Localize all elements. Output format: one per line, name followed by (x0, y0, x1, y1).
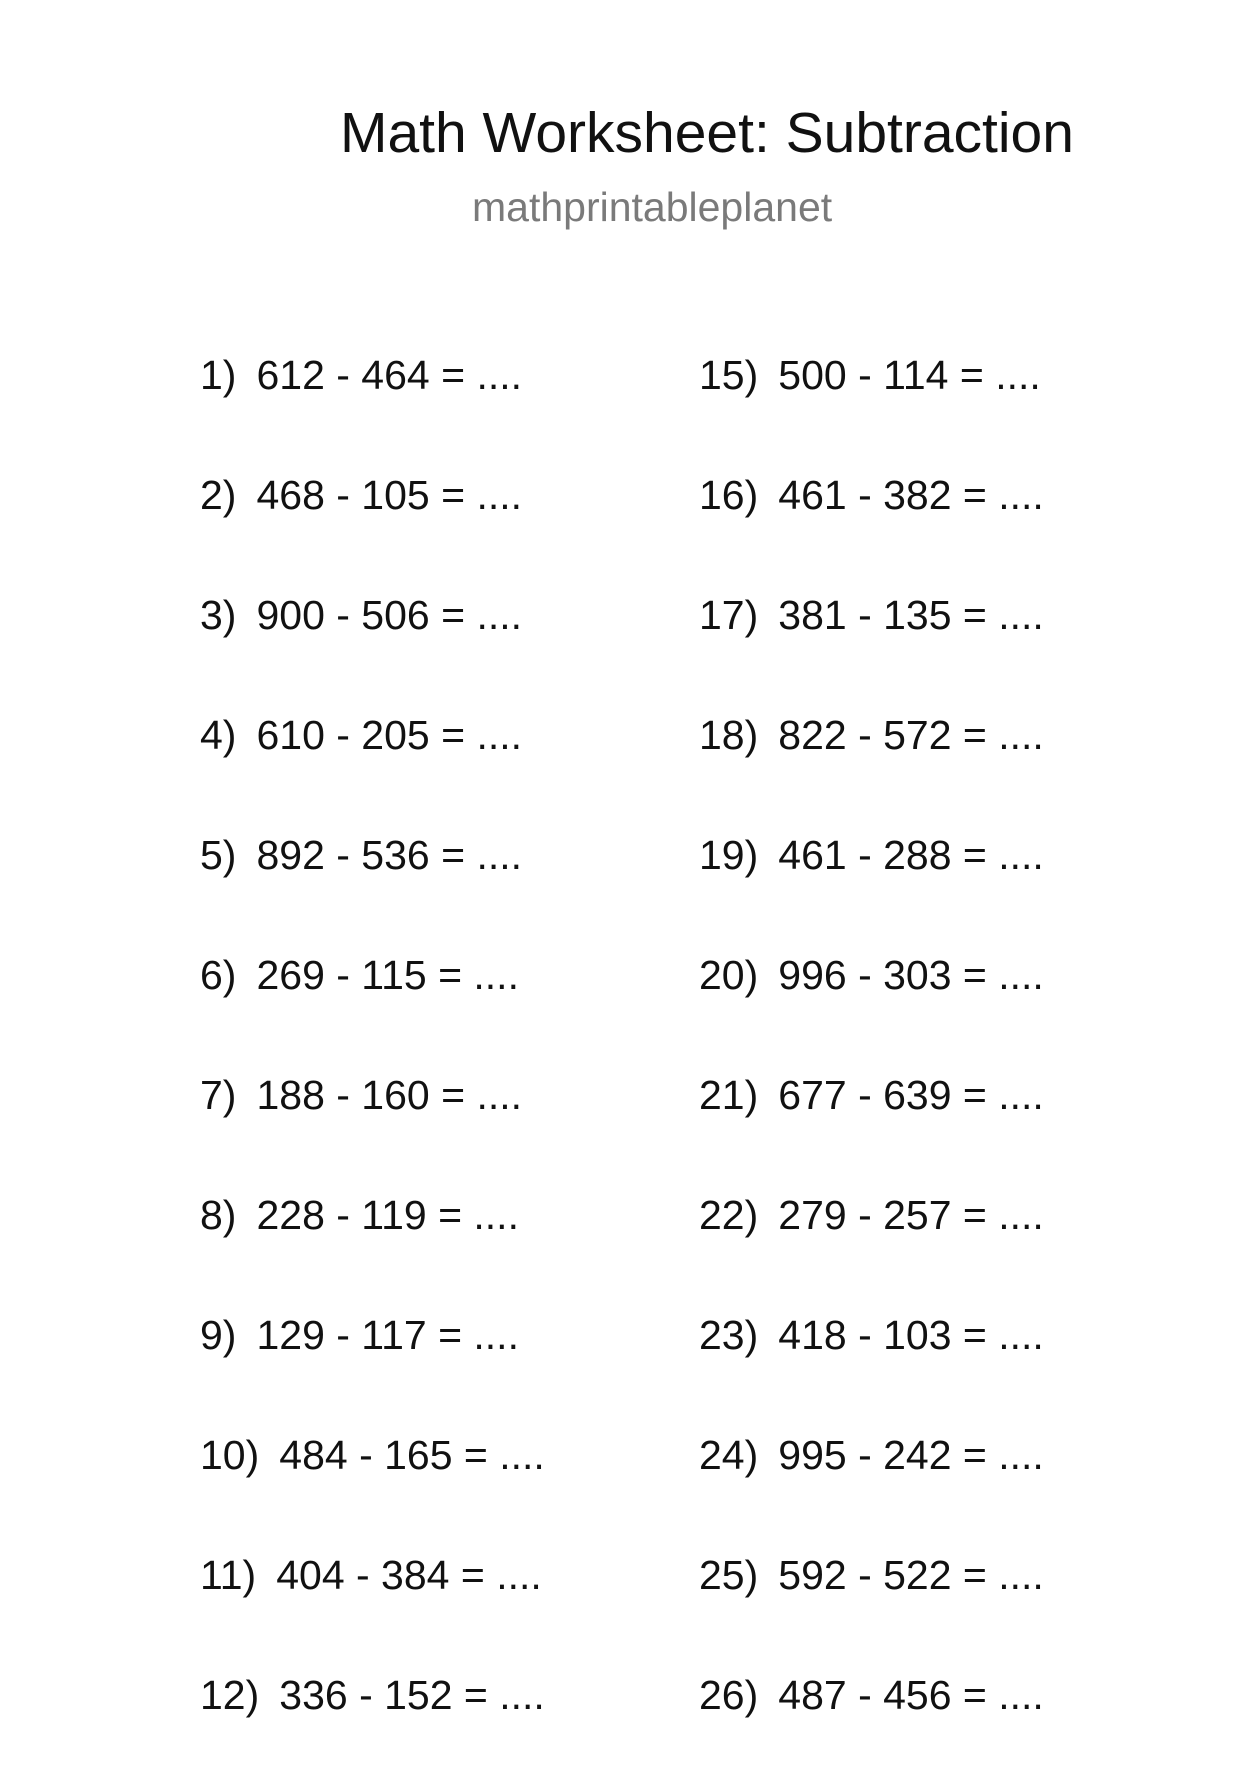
problem-6 (200, 950, 680, 1070)
problem-column-left (200, 350, 680, 1790)
problem-number: 20) (699, 952, 759, 998)
problem-19 (699, 830, 1179, 950)
problem-18 (699, 710, 1179, 830)
problem-23 (699, 1310, 1179, 1430)
problem-number: 19) (699, 832, 759, 878)
problem-expression: 484 - 165 = .... (279, 1432, 545, 1478)
problem-1 (200, 350, 680, 470)
problem-2 (200, 470, 680, 590)
problem-number: 24) (699, 1432, 759, 1478)
problem-number: 15) (699, 352, 759, 398)
problem-20 (699, 950, 1179, 1070)
problem-21 (699, 1070, 1179, 1190)
problem-expression: 995 - 242 = .... (778, 1432, 1044, 1478)
problem-number: 26) (699, 1672, 759, 1718)
problem-expression: 892 - 536 = .... (256, 832, 523, 878)
problem-number: 21) (699, 1072, 759, 1118)
problem-expression: 461 - 288 = .... (778, 832, 1044, 878)
problem-number: 22) (699, 1192, 759, 1238)
problem-expression: 487 - 456 = .... (778, 1672, 1044, 1718)
problem-12 (200, 1670, 680, 1790)
problem-15 (699, 350, 1179, 470)
problem-expression: 129 - 117 = .... (256, 1312, 519, 1358)
problem-8 (200, 1190, 680, 1310)
problem-expression: 461 - 382 = .... (778, 472, 1044, 518)
problem-number: 12) (200, 1672, 260, 1718)
problem-9 (200, 1310, 680, 1430)
problem-expression: 612 - 464 = .... (256, 352, 523, 398)
problem-number: 23) (699, 1312, 759, 1358)
problem-number: 5) (200, 832, 237, 878)
problem-number: 3) (200, 592, 237, 638)
problem-number: 6) (200, 952, 237, 998)
problem-number: 7) (200, 1072, 237, 1118)
problem-expression: 381 - 135 = .... (778, 592, 1044, 638)
problem-4 (200, 710, 680, 830)
problem-number: 2) (200, 472, 237, 518)
problem-25 (699, 1550, 1179, 1670)
problem-expression: 822 - 572 = .... (778, 712, 1044, 758)
problem-number: 9) (200, 1312, 237, 1358)
problem-expression: 404 - 384 = .... (276, 1552, 542, 1598)
problem-10 (200, 1430, 680, 1550)
problem-22 (699, 1190, 1179, 1310)
problem-number: 11) (200, 1552, 257, 1598)
problem-7 (200, 1070, 680, 1190)
problem-number: 25) (699, 1552, 759, 1598)
problem-11 (200, 1550, 680, 1670)
problem-expression: 677 - 639 = .... (778, 1072, 1044, 1118)
problem-number: 17) (699, 592, 759, 638)
problem-5 (200, 830, 680, 950)
problem-number: 4) (200, 712, 237, 758)
problem-17 (699, 590, 1179, 710)
problem-expression: 900 - 506 = .... (256, 592, 523, 638)
problem-expression: 418 - 103 = .... (778, 1312, 1044, 1358)
problem-24 (699, 1430, 1179, 1550)
problem-number: 18) (699, 712, 759, 758)
problem-expression: 592 - 522 = .... (778, 1552, 1044, 1598)
problem-expression: 279 - 257 = .... (778, 1192, 1044, 1238)
problem-expression: 188 - 160 = .... (256, 1072, 523, 1118)
problem-expression: 610 - 205 = .... (256, 712, 523, 758)
problem-number: 10) (200, 1432, 260, 1478)
problem-expression: 996 - 303 = .... (778, 952, 1044, 998)
problem-expression: 336 - 152 = .... (279, 1672, 545, 1718)
problem-expression: 228 - 119 = .... (256, 1192, 519, 1238)
worksheet-title: Math Worksheet: Subtraction (340, 101, 1074, 165)
problem-16 (699, 470, 1179, 590)
worksheet-source: mathprintableplanet (472, 184, 833, 230)
problem-number: 8) (200, 1192, 237, 1238)
problem-26 (699, 1670, 1179, 1790)
problem-number: 1) (200, 352, 237, 398)
problem-column-right (699, 350, 1179, 1790)
problem-3 (200, 590, 680, 710)
problem-expression: 468 - 105 = .... (256, 472, 523, 518)
problem-number: 16) (699, 472, 759, 518)
problem-expression: 269 - 115 = .... (256, 952, 519, 998)
problem-expression: 500 - 114 = .... (778, 352, 1041, 398)
